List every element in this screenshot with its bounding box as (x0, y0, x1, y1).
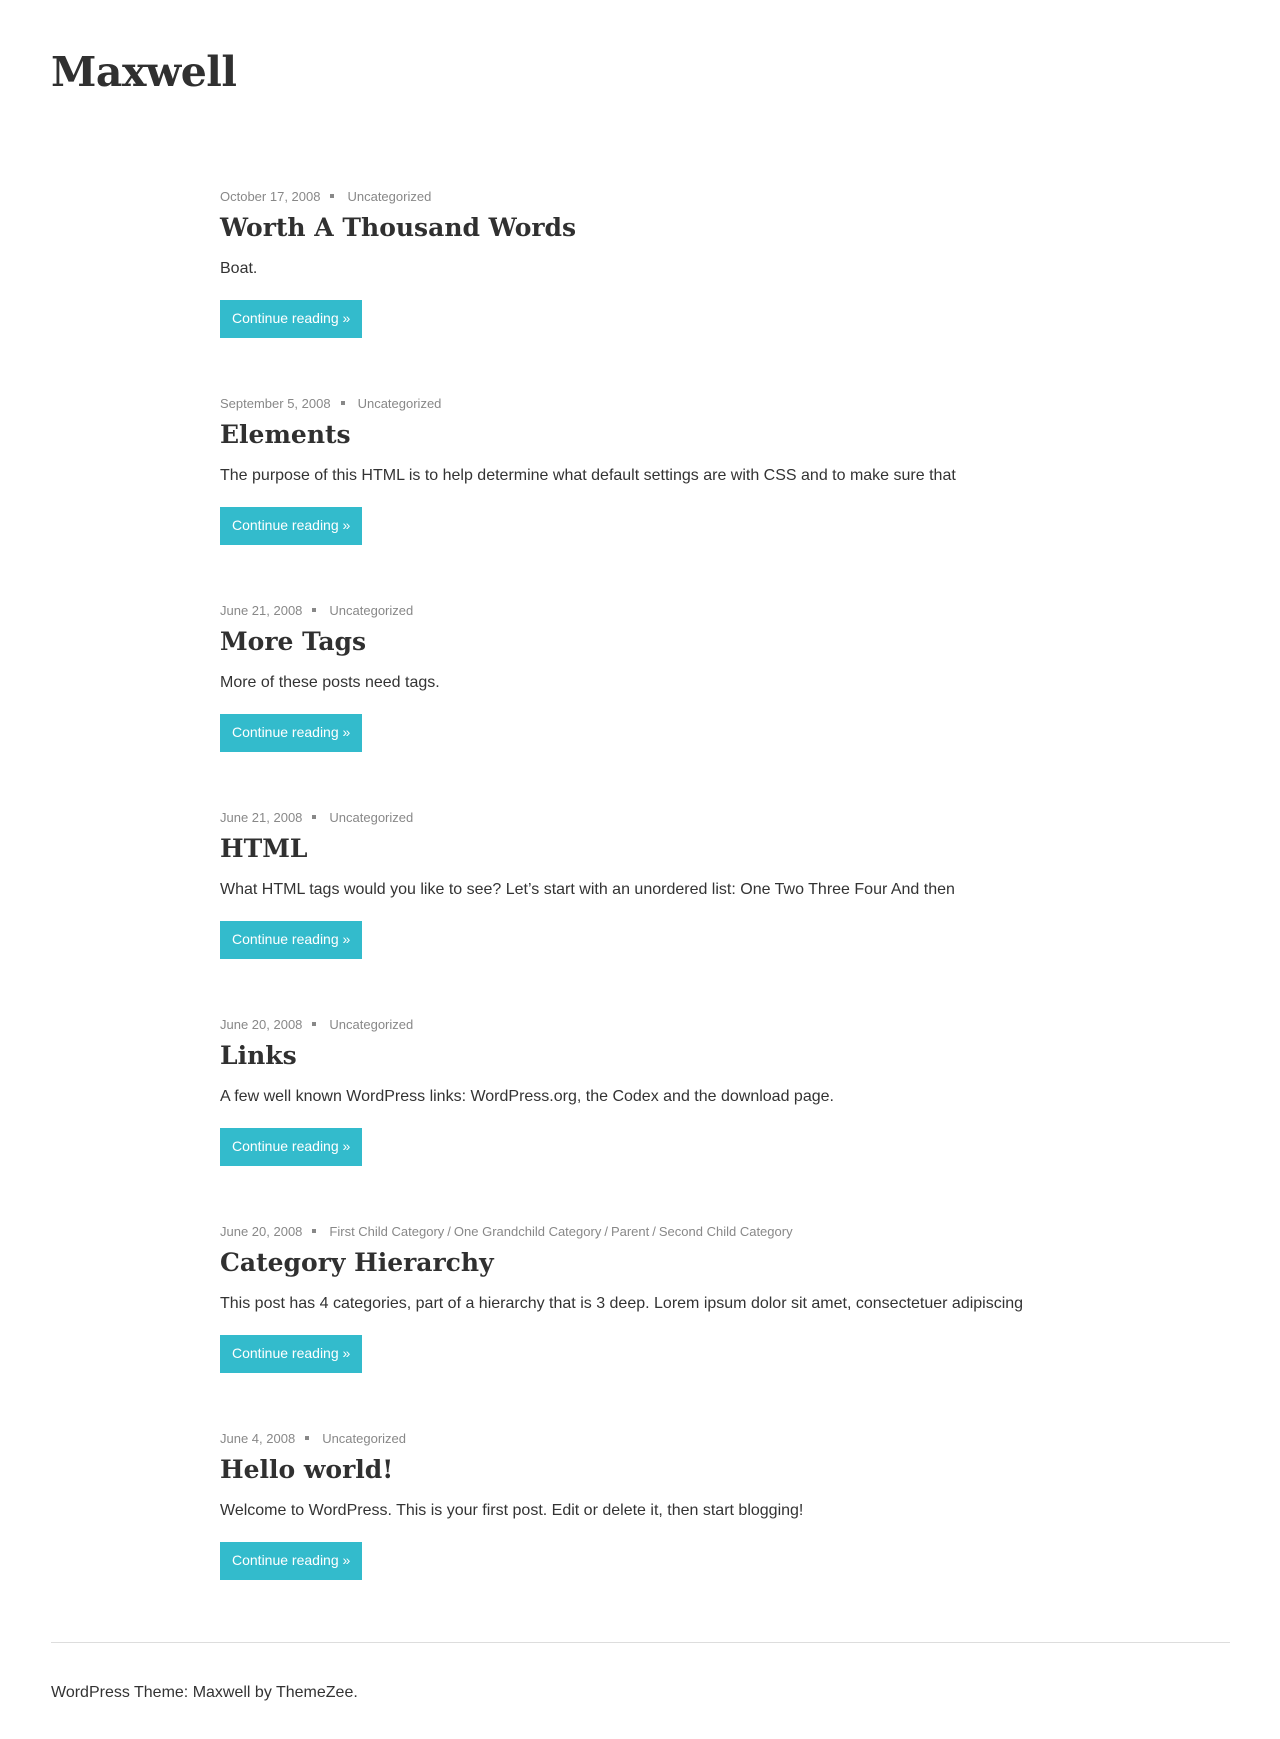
post-category[interactable]: Uncategorized (322, 1431, 407, 1446)
post-category[interactable]: Uncategorized (347, 189, 432, 204)
post-date[interactable]: June 21, 2008 (220, 810, 303, 825)
post-meta (220, 602, 1060, 620)
post-category[interactable]: Uncategorized (357, 396, 442, 411)
category-separator: / (604, 1224, 608, 1239)
post-title[interactable]: Hello world! (220, 1455, 394, 1484)
post-item (220, 1016, 1060, 1166)
post-meta (220, 1223, 1060, 1241)
post-excerpt: More of these posts need tags. (220, 674, 440, 691)
footer-divider (51, 1642, 1230, 1643)
post-item (220, 188, 1060, 338)
post-title[interactable]: Elements (220, 420, 351, 449)
post-meta (220, 395, 1060, 413)
post-category[interactable]: Uncategorized (329, 810, 414, 825)
post-excerpt: What HTML tags would you like to see? Let’s start with an unordered list: One Two Three Four And then (220, 881, 955, 898)
post-category[interactable]: Second Child Category (658, 1224, 793, 1239)
post-item (220, 1430, 1060, 1580)
footer-author-link[interactable]: ThemeZee (275, 1684, 354, 1701)
post-excerpt: A few well known WordPress links: WordPress.org, the Codex and the download page. (220, 1088, 834, 1105)
meta-separator-icon (312, 815, 316, 819)
post-category[interactable]: First Child Category (329, 1224, 445, 1239)
site-footer (51, 1682, 358, 1704)
meta-separator-icon (330, 194, 334, 198)
post-excerpt: Welcome to WordPress. This is your first post. Edit or delete it, then start blogging! (220, 1502, 804, 1519)
post-excerpt: The purpose of this HTML is to help determine what default settings are with CSS and to make sure that (220, 467, 956, 484)
post-meta (220, 1016, 1060, 1034)
post-category[interactable]: Uncategorized (329, 603, 414, 618)
meta-separator-icon (312, 1022, 316, 1026)
footer-suffix: . (353, 1684, 358, 1701)
post-date[interactable]: June 4, 2008 (220, 1431, 296, 1446)
site-header (51, 44, 236, 100)
post-meta (220, 809, 1060, 827)
post-title[interactable]: Links (220, 1041, 297, 1070)
post-date[interactable]: October 17, 2008 (220, 189, 321, 204)
post-title[interactable]: HTML (220, 834, 308, 863)
post-excerpt: This post has 4 categories, part of a hierarchy that is 3 deep. Lorem ipsum dolor sit amet, consectetuer adipiscing (220, 1295, 1024, 1312)
meta-separator-icon (305, 1436, 309, 1440)
post-item (220, 809, 1060, 959)
post-title[interactable]: More Tags (220, 627, 367, 656)
post-meta (220, 188, 1060, 206)
post-excerpt: Boat. (220, 260, 258, 277)
continue-reading-button[interactable]: Continue reading » (220, 921, 362, 959)
post-category[interactable]: One Grandchild Category (453, 1224, 602, 1239)
post-date[interactable]: June 20, 2008 (220, 1017, 303, 1032)
post-meta (220, 1430, 1060, 1448)
post-item (220, 395, 1060, 545)
category-separator: / (447, 1224, 451, 1239)
meta-separator-icon (341, 401, 345, 405)
meta-separator-icon (312, 608, 316, 612)
post-date[interactable]: June 20, 2008 (220, 1224, 303, 1239)
category-separator: / (652, 1224, 656, 1239)
post-date[interactable]: September 5, 2008 (220, 396, 331, 411)
footer-prefix: WordPress Theme: (51, 1684, 193, 1701)
meta-separator-icon (312, 1229, 316, 1233)
continue-reading-button[interactable]: Continue reading » (220, 300, 362, 338)
post-title[interactable]: Worth A Thousand Words (220, 213, 577, 242)
site-title[interactable]: Maxwell (51, 48, 237, 96)
continue-reading-button[interactable]: Continue reading » (220, 1335, 362, 1373)
footer-by: by (250, 1684, 276, 1701)
continue-reading-button[interactable]: Continue reading » (220, 1542, 362, 1580)
continue-reading-button[interactable]: Continue reading » (220, 714, 362, 752)
continue-reading-button[interactable]: Continue reading » (220, 1128, 362, 1166)
post-title[interactable]: Category Hierarchy (220, 1248, 494, 1277)
post-item (220, 1223, 1060, 1373)
post-category[interactable]: Uncategorized (329, 1017, 414, 1032)
continue-reading-button[interactable]: Continue reading » (220, 507, 362, 545)
post-category[interactable]: Parent (610, 1224, 650, 1239)
post-item (220, 602, 1060, 752)
post-date[interactable]: June 21, 2008 (220, 603, 303, 618)
footer-theme-link[interactable]: Maxwell (192, 1684, 251, 1701)
